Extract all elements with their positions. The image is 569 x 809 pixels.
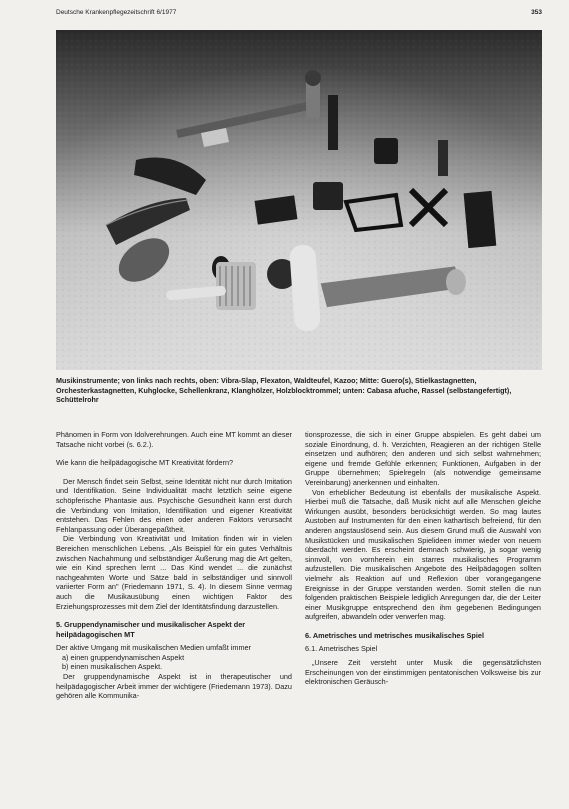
left-column <box>56 430 292 701</box>
paragraph: Der aktive Umgang mit musikalischen Medien umfaßt immer <box>56 643 252 653</box>
paragraph: Von erheblicher Bedeutung ist ebenfalls der musikalische Aspekt. Hierbei muß die Tatsache, daß Musik nicht auf alle Menschen gleiche Wirkungen ausübt, besonders berücksichtigt werden. So mag lautes Austoben auf Instrumenten für den einen kathartisch befreiend, für den anderen angstauslösend sein. Aus diesem Grund muß die Auswahl von Musikstücken und musikalischen Spielideen immer wieder von neuem überdacht werden. Es erscheint demnach schwierig, ja sogar wenig sinnvoll, von vornherein ein starres musikalisches Programm aufzustellen. Die musikalischen Angebote des Heilpädagogen sollten vielmehr als Reaktion auf und Reflexion über vorangegangene Ereignisse in der Gruppe verstanden werden. Somit stellen die nun folgenden praktischen Beispiele lediglich Anregungen dar, die der Leiter einer Musikgruppe entsprechend den ihm gegebenen Bedingungen aufgreifen, abwandeln oder verwerfen mag. <box>305 487 541 622</box>
page-number: 353 <box>531 9 542 16</box>
section-heading-5: 5. Gruppendynamischer und musikalischer Aspekt der heilpädagogischen MT <box>56 620 246 639</box>
instrument-photo <box>56 30 542 370</box>
paragraph: Die Verbindung von Kreativität und Imitation finden wir in vielen Bereichen menschlichen Lebens. „Als Beispiel für ein gutes Verhältnis zwischen Nachahmung und selbständiger Äußerung mag die Art gelten, wie ein Kind sprechen lernt ... Das Kind wendet ... die zunächst nachgeahmten Worte und Sätze bald in selbständiger und sinnvoll variierter Form an" (Friedemann 1971, S. 4). In diesem Sinne vermag auch die Musikausübung einen wichtigen Faktor des Erziehungsprozesses mit dem Ziel der Identitätsfindung darzustellen. <box>56 534 292 611</box>
paragraph: Phänomen in Form von Idolverehrungen. Auch eine MT kommt an dieser Tatsache nicht vorbei (s. 6.2.). <box>56 430 292 449</box>
waldteufel-shape <box>328 95 338 150</box>
question-paragraph: Wie kann die heilpädagogische MT Kreativität fördern? <box>56 458 234 468</box>
section-heading-6-1: 6.1. Ametrisches Spiel <box>305 644 378 654</box>
right-column <box>305 430 541 687</box>
figure-caption: Musikinstrumente; von links nach rechts, oben: Vibra-Slap, Flexaton, Waldteufel, Kazoo; Mitte: Guero(s), Stielkastagnetten, Orchesterkastagnetten, Kuhglocke, Schellenkranz, Klanghölzer, Holzblocktrommel; unten: Cabasa afuche, Rassel (selbstangefertigt), Schüttelrohr <box>56 376 512 405</box>
holzblocktrommel-shape <box>464 191 497 248</box>
aspect-list <box>56 653 292 672</box>
section-heading-6: 6. Ametrisches und metrisches musikalisches Spiel <box>305 630 484 640</box>
running-head <box>56 8 542 18</box>
paragraph: „Unsere Zeit versteht unter Musik die gegensätzlichsten Erscheinungen von der einstimmigen pentatonischen Volksweise bis zur elektronischen Geräusch- <box>305 658 541 687</box>
paragraph: Der gruppendynamische Aspekt ist in therapeutischer und heilpädagogischer Arbeit immer der wichtigere (Friedemann 1973). Dazu gehören alle Kommunika- <box>56 672 292 701</box>
list-item: b) einen musikalischen Aspekt. <box>62 662 163 672</box>
paragraph: tionsprozesse, die sich in einer Gruppe abspielen. Es geht dabei um soziale Einordnung, d. h. Verzichten, Reagieren an der richtigen Stelle einsetzen und aufhören; den anderen und sich selbst wahrnehmen; eigene und fremde Gefühle erkennen; Funktionen, Aufgaben in der Gruppe übernehmen; Spielregeln (als notwendige gemeinsame Vereinbarung) anerkennen und einhalten. <box>305 430 541 487</box>
list-item: a) einen gruppendynamischen Aspekt <box>62 652 185 662</box>
paragraph: Der Mensch findet sein Selbst, seine Identität nicht nur durch Imitation und Identifikation. Seine Individualität macht letztlich seine eigene schöpferische Phantasie aus. Psychische Gesundheit kann erst durch die Verbindung von Imitation, Identifikation und eigener Kreativität entstehen. Das Fehlen des einen oder anderen Faktors verursacht Fehlanpassung oder Überangepaßtheit. <box>56 476 292 534</box>
instrument-photo-drawing <box>56 30 542 370</box>
journal-title: Deutsche Krankenpflegezeitschrift 6/1977 <box>56 9 177 16</box>
